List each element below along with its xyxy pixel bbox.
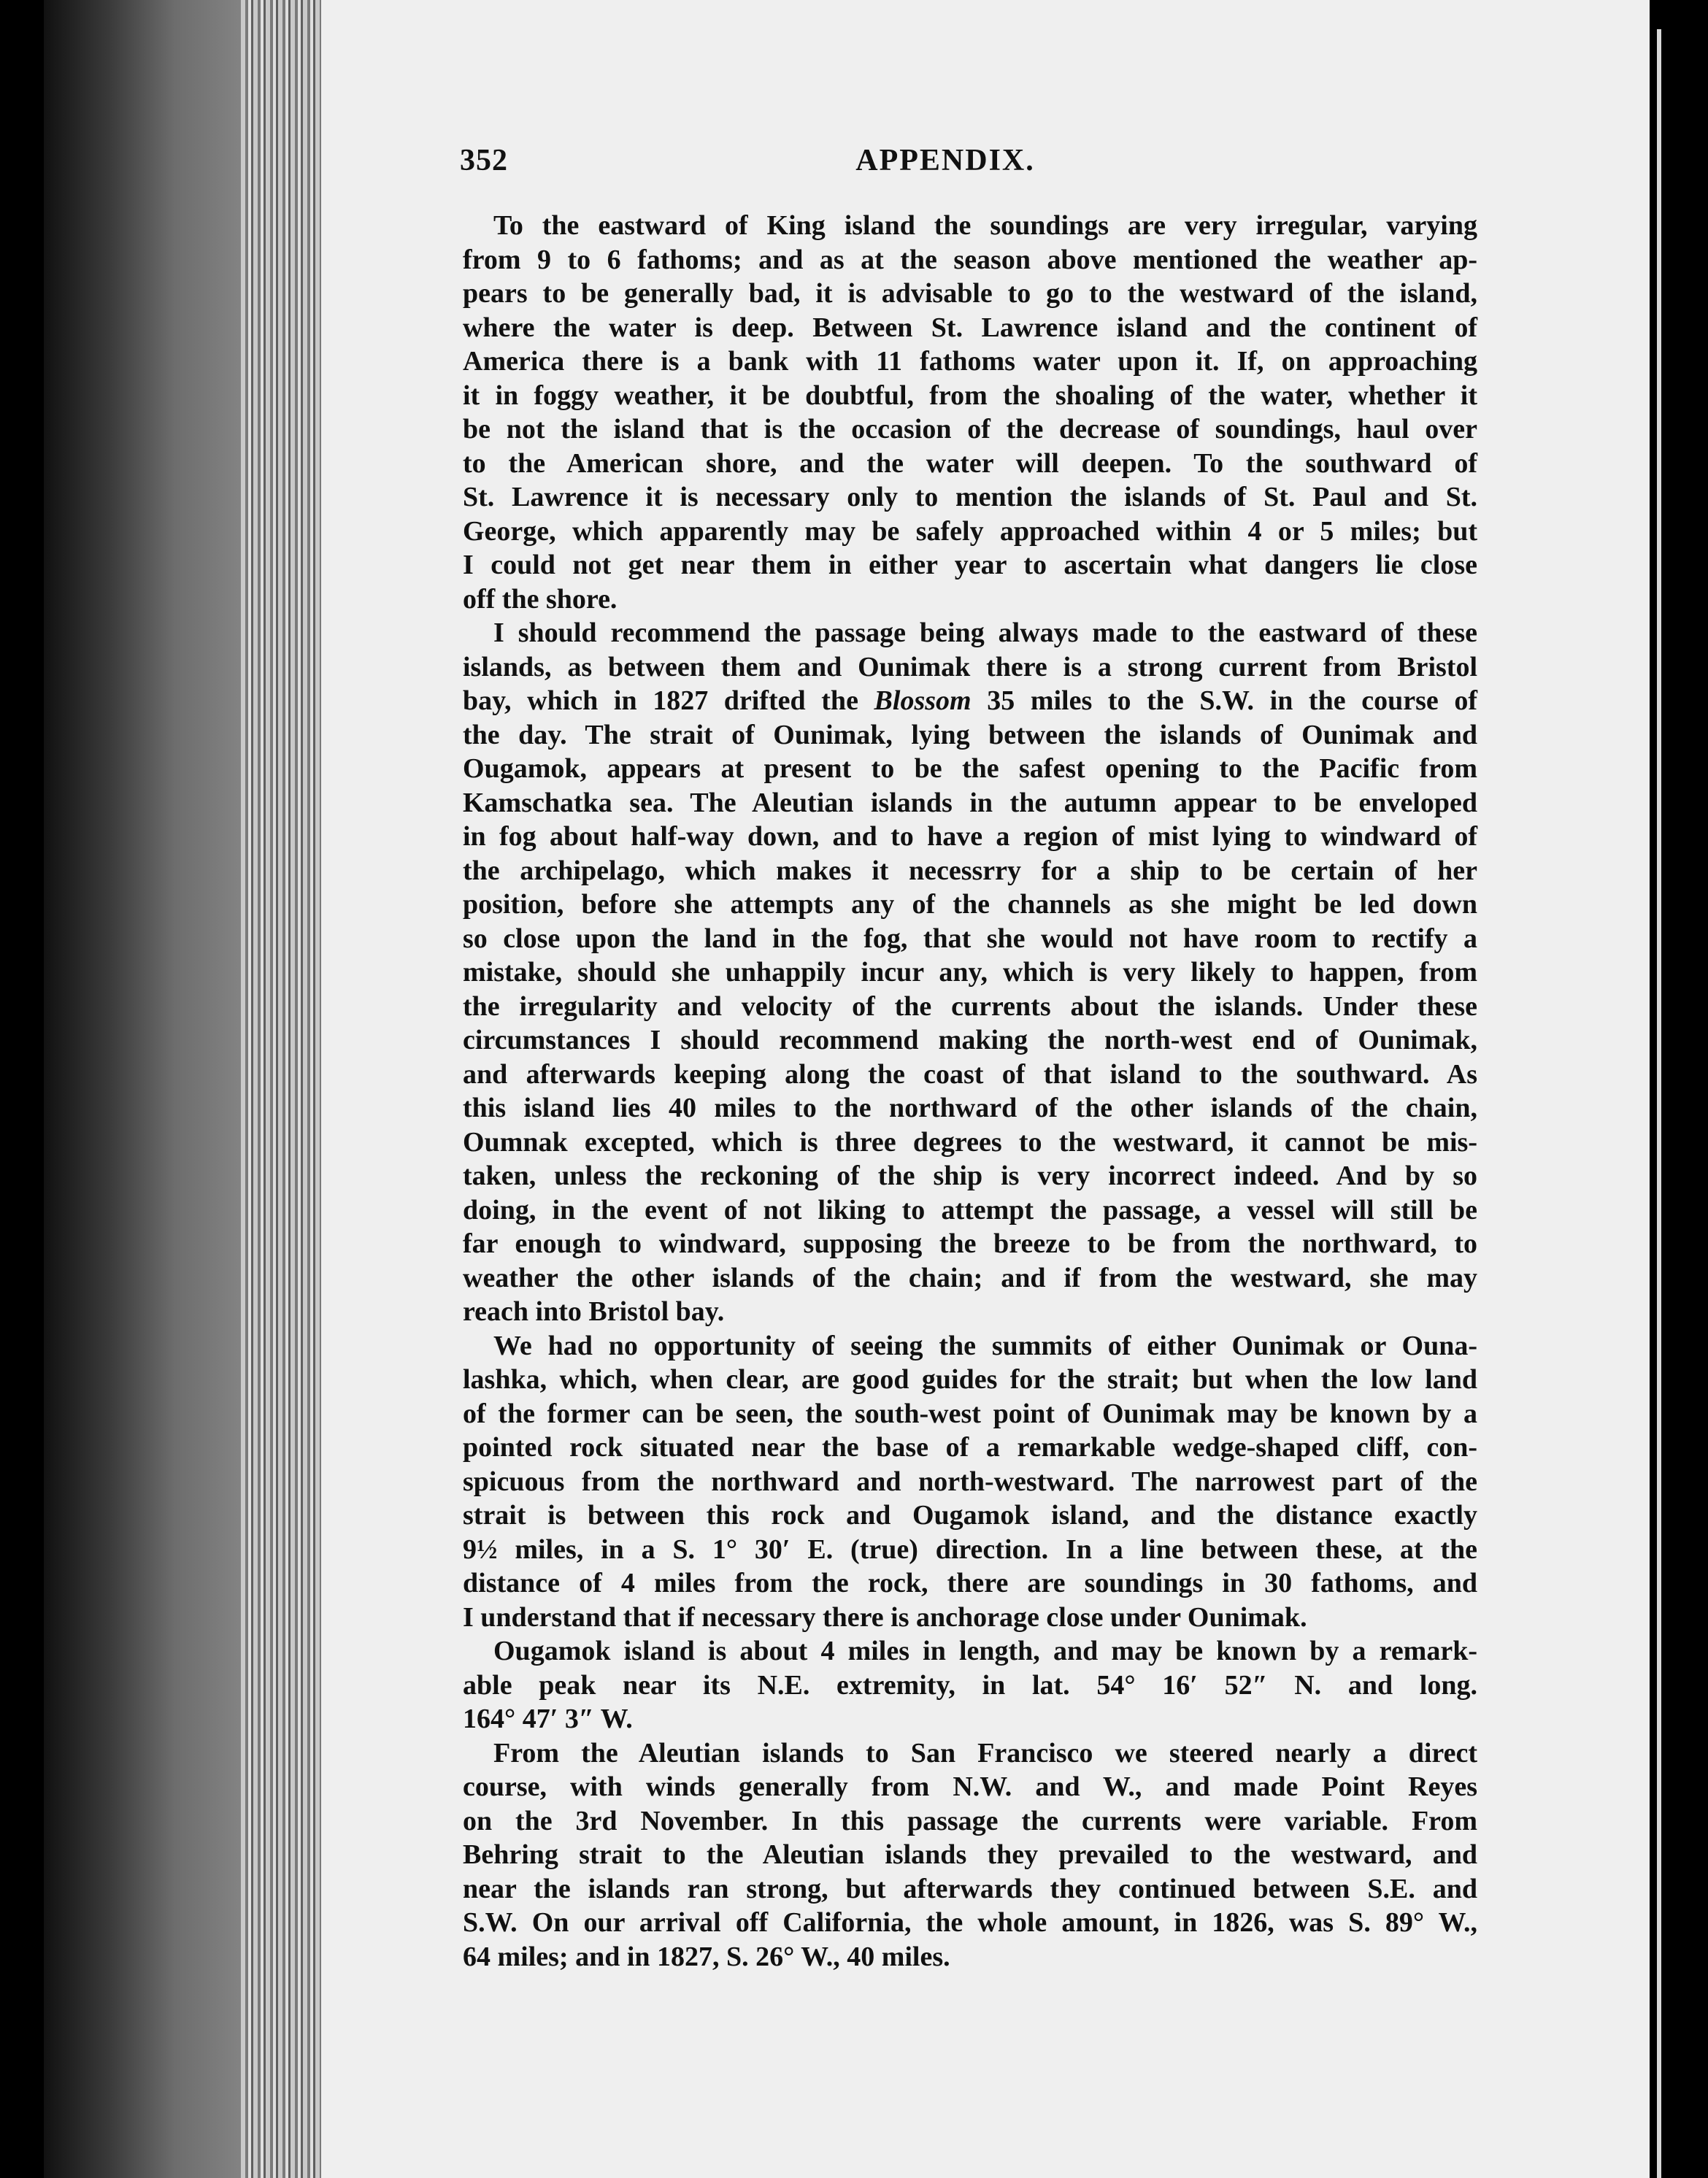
body-text [463, 209, 1477, 1974]
text-line: course, with winds generally from N.W. and W., and made Point Reyes [463, 1771, 1477, 1802]
text-line: Kamschatka sea. The Aleutian islands in the autumn appear to be enveloped [463, 787, 1477, 818]
text-line: America there is a bank with 11 fathoms water upon it. If, on approaching [463, 346, 1477, 377]
text-line: taken, unless the reckoning of the ship is very incorrect indeed. And by so [463, 1161, 1477, 1191]
text-line: I should recommend the passage being always made to the eastward of these [493, 617, 1477, 648]
text-line: Ougamok, appears at present to be the safest opening to the Pacific from [463, 753, 1477, 784]
paragraph-5 [463, 1736, 1477, 1974]
text-line: pointed rock situated near the base of a remarkable wedge-shaped cliff, con- [463, 1432, 1477, 1463]
page-header [460, 143, 1431, 184]
paragraph-2 [463, 616, 1477, 1329]
text-line: We had no opportunity of seeing the summits of either Ounimak or Ouna- [493, 1330, 1477, 1361]
right-page-edge-line [1657, 29, 1661, 2178]
paragraph-3 [463, 1329, 1477, 1635]
text-line: 9½ miles, in a S. 1° 30′ E. (true) direction. In a line between these, at the [463, 1534, 1477, 1565]
book-binding-shadow [44, 0, 263, 2178]
text-line: Oumnak excepted, which is three degrees to the westward, it cannot be mis- [463, 1126, 1477, 1158]
text-line: pears to be generally bad, it is advisable to go to the westward of the island, [463, 278, 1477, 309]
text-line: George, which apparently may be safely approached within 4 or 5 miles; but [463, 515, 1477, 547]
text-line: this island lies 40 miles to the northward of the other islands of the chain, [463, 1093, 1477, 1123]
text-line: be not the island that is the occasion of the decrease of soundings, haul over [463, 414, 1477, 445]
text-line: so close upon the land in the fog, that she would not have room to rectify a [463, 923, 1477, 954]
text-fragment: 35 miles to the S.W. in the course of [971, 685, 1477, 716]
text-line: near the islands ran strong, but afterwards they continued between S.E. and [463, 1873, 1477, 1904]
text-line: I understand that if necessary there is anchorage close under Ounimak. [463, 1601, 1307, 1633]
text-line: S.W. On our arrival off California, the whole amount, in 1826, was S. 89° W., [463, 1907, 1477, 1938]
text-line: of the former can be seen, the south-west point of Ounimak may be known by a [463, 1398, 1477, 1429]
text-line: in fog about half-way down, and to have a region of mist lying to windward of [463, 821, 1477, 852]
running-head: APPENDIX. [855, 144, 1035, 177]
right-scan-edge [1650, 0, 1708, 2178]
text-line: from 9 to 6 fathoms; and as at the season above mentioned the weather ap- [463, 244, 1477, 275]
page-sheet [321, 0, 1650, 2178]
text-line: it in foggy weather, it be doubtful, from the shoaling of the water, whether it [463, 380, 1477, 411]
text-line: to the American shore, and the water will deepen. To the southward of [463, 447, 1477, 479]
text-line: far enough to windward, supposing the breeze to be from the northward, to [463, 1228, 1477, 1259]
paragraph-1 [463, 209, 1477, 616]
text-line: Behring strait to the Aleutian islands they prevailed to the westward, and [463, 1839, 1477, 1870]
text-line: lashka, which, when clear, are good guides for the strait; but when the low land [463, 1364, 1477, 1395]
text-line [463, 684, 1477, 718]
text-line: islands, as between them and Ounimak there is a strong current from Bristol [463, 651, 1477, 682]
text-line: and afterwards keeping along the coast of that island to the southward. As [463, 1058, 1477, 1090]
text-line: doing, in the event of not liking to attempt the passage, a vessel will still be [463, 1194, 1477, 1225]
text-line: the day. The strait of Ounimak, lying between the islands of Ounimak and [463, 719, 1477, 750]
text-line: 164° 47′ 3″ W. [463, 1704, 633, 1734]
text-line: on the 3rd November. In this passage the currents were variable. From [463, 1805, 1477, 1836]
text-line: off the shore. [463, 583, 618, 615]
text-line: mistake, should she unhappily incur any, which is very likely to happen, from [463, 957, 1477, 988]
text-line: Ougamok island is about 4 miles in length, and may be known by a remark- [493, 1636, 1477, 1666]
text-line: where the water is deep. Between St. Lawrence island and the continent of [463, 312, 1477, 343]
text-line: From the Aleutian islands to San Francisco we steered nearly a direct [493, 1737, 1477, 1769]
text-line: To the eastward of King island the soundings are very irregular, varying [493, 210, 1477, 241]
text-line: able peak near its N.E. extremity, in lat. 54° 16′ 52″ N. and long. [463, 1669, 1477, 1701]
text-line: weather the other islands of the chain; and if from the westward, she may [463, 1262, 1477, 1293]
text-line: 64 miles; and in 1827, S. 26° W., 40 miles. [463, 1941, 950, 1972]
text-line: distance of 4 miles from the rock, there are soundings in 30 fathoms, and [463, 1568, 1477, 1598]
text-line: strait is between this rock and Ougamok island, and the distance exactly [463, 1500, 1477, 1531]
page-number: 352 [460, 144, 508, 177]
text-line: reach into Bristol bay. [463, 1296, 725, 1327]
paragraph-4 [463, 1634, 1477, 1736]
text-line: the archipelago, which makes it necessrry for a ship to be certain of her [463, 855, 1477, 886]
page-edges [241, 0, 321, 2178]
text-line: circumstances I should recommend making the north-west end of Ounimak, [463, 1025, 1477, 1055]
text-line: spicuous from the northward and north-westward. The narrowest part of the [463, 1466, 1477, 1497]
text-line: position, before she attempts any of the channels as she might be led down [463, 889, 1477, 920]
text-line: St. Lawrence it is necessary only to mention the islands of St. Paul and St. [463, 482, 1477, 512]
text-fragment: bay, which in 1827 drifted the [463, 685, 874, 716]
text-line: I could not get near them in either year to ascertain what dangers lie close [463, 550, 1477, 580]
text-line: the irregularity and velocity of the currents about the islands. Under these [463, 990, 1477, 1022]
ship-name: Blossom [874, 685, 972, 716]
